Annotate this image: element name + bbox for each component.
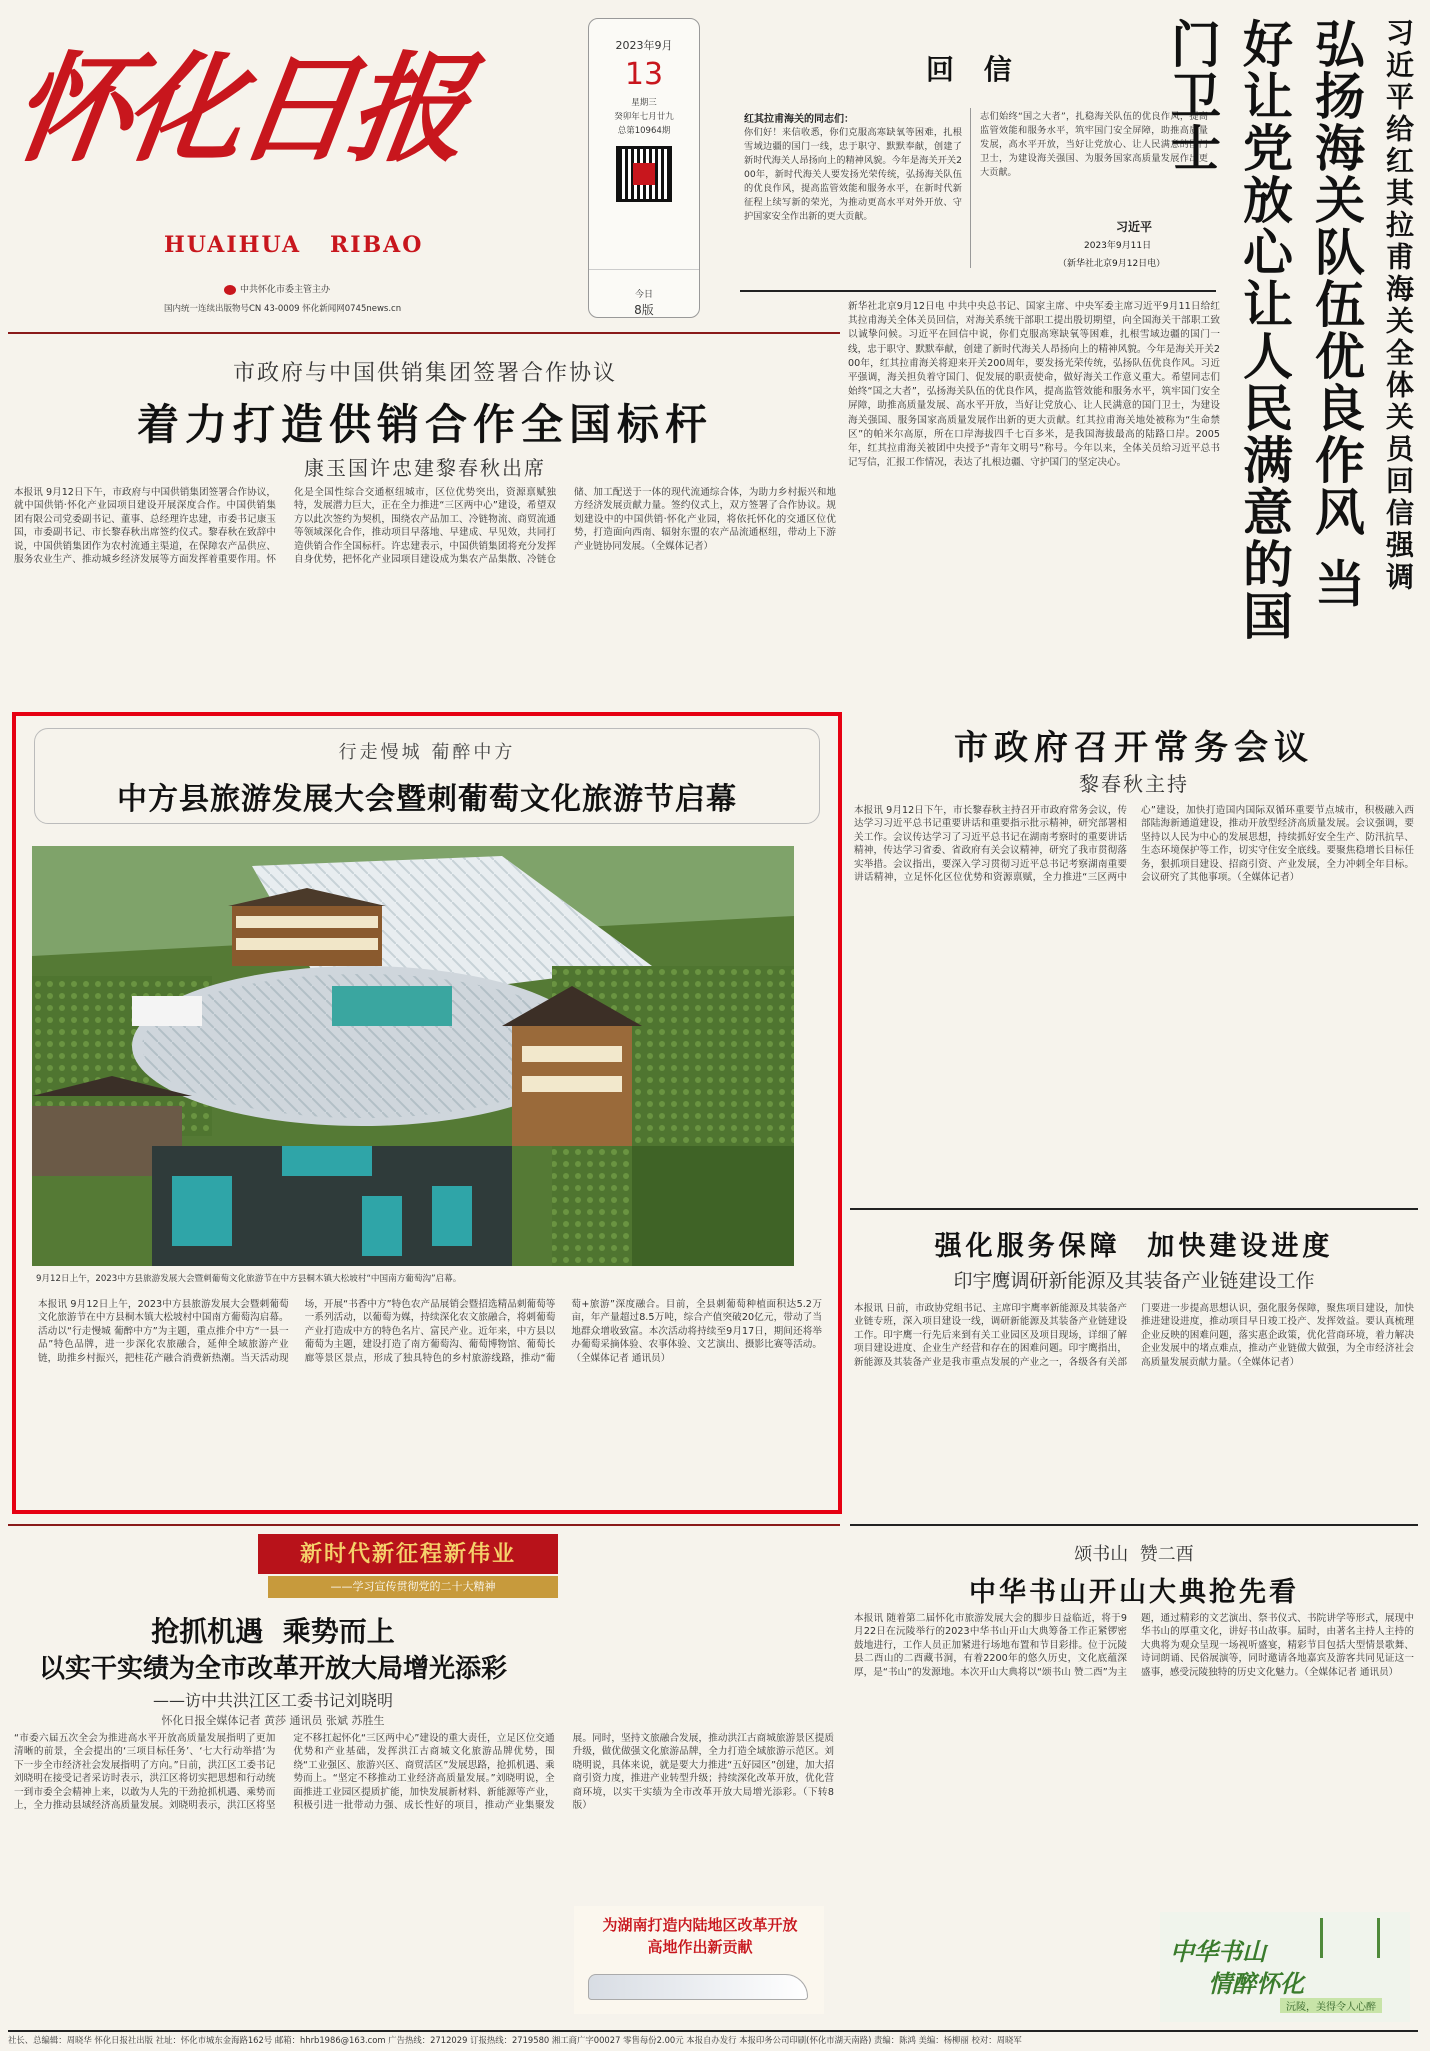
promo-sub: 沅陵，美得令人心醉 [1280, 1998, 1382, 2013]
date-weekday: 星期三 [631, 98, 657, 108]
pages-label: 今日 [634, 290, 653, 300]
story5-body: “市委六届五次全会为推进高水平开放高质量发展指明了更加清晰的前景，全会提出的‘三项目标任务’、‘七大行动举措’为下一步全市经济社会发展指明了方向。”日前，洪江区工委书记刘晓明在接受记者采访时表示，洪江区将切实把思想和行动统一到市委全会精神上来，以敢为人先的干劲抢抓机遇、乘势而上，全力推动县域经济高质量发展。刘晓明表示，洪江区将坚定不移扛起怀化“三区两中心”建设的重大责任，立足区位交通优势和产业基础，发挥洪江古商城文化旅游品牌优势，围绕“工业强区、旅游兴区、商贸活区”发展思路，抢抓机遇、乘势而上。“坚定不移推动工业经济高质量发展。”刘晓明说，全面推进工业园区提质扩能，加快发展新材料、新能源等产业，积极引进一批带动力强、成长性好的项目，推动产业集聚发展。同时，坚持文旅融合发展，推动洪江古商城旅游景区提质升级，做优做强文化旅游品牌，全力打造全域旅游示范区。刘晓明说，具体来说，就是要大力推进“五好园区”创建，加大招商引资力度，推进产业转型升级；持续深化改革开放，优化营商环境，以实干实绩为全市改革开放大局增光添彩。（下转8版） [14, 1733, 834, 1812]
letter-section [740, 18, 1216, 280]
date-day: 13 [624, 57, 664, 92]
story2 [20, 720, 834, 1508]
letter-body-right: 志们始终“国之大者”，扎稳海关队伍的优良作风，提高监管效能和服务水平，筑牢国门安全屏障，助推高质量发展，高水平开放，当好让党放心、让人民满意的国门卫士，为建设海关强国、为服务国家高质量发展作出更大贡献。 [980, 111, 1208, 178]
registration-line: 国内统一连续出版物号CN 43-0009 怀化新闻网0745news.cn [164, 304, 402, 314]
story2-caption: 9月12日上午，2023中方县旅游发展大会暨刺葡萄文化旅游节在中方县桐木镇大松坡村“中国南方葡萄沟”启幕。 [36, 1274, 462, 1284]
festival-photo-illustration [32, 846, 794, 1266]
letter-greeting: 红其拉甫海关的同志们： [744, 114, 854, 125]
story5-headline2: 以实干实绩为全市改革开放大局增光添彩 [38, 1654, 507, 1684]
letter-title: 回 信 [926, 53, 1022, 86]
story6-kicker: 颂书山 赞二酉 [1074, 1544, 1194, 1565]
date-year-month: 2023年9月 [615, 39, 673, 52]
lead-kicker: 习近平给红其拉甫海关全体关员回信强调 [1382, 18, 1415, 594]
story5-subhead: ——访中共洪江区工委书记刘晓明 [152, 1691, 393, 1710]
letter-source: （新华社北京9月12日电） [1058, 259, 1166, 269]
masthead-logo: 怀化日报 [4, 39, 472, 178]
date-issue: 总第10964期 [617, 126, 671, 136]
story6-headline: 中华书山开山大典抢先看 [969, 1577, 1299, 1608]
story3-subhead: 黎春秋主持 [1079, 772, 1189, 796]
story2-kicker: 行走慢城 葡醉中方 [338, 742, 516, 763]
masthead-pinyin: HUAIHUA RIBAO [164, 232, 424, 258]
sponsor-logo-icon [224, 285, 236, 295]
qr-code-icon[interactable] [616, 146, 672, 202]
letter-body-left: 你们好！来信收悉，你们克服高寒缺氧等困难，扎根雪域边疆的国门一线，忠于职守、默默奉献，创建了新时代海关人昂扬向上的精神风貌。今年是海关开关200年，新时代海关人要发扬光荣传统，弘扬海关队伍的优良作风，提高监管效能和服务水平，在新时代新征程上续写新的荣光，为推动更高水平对外开放、守护国家安全作出新的更大贡献。 [744, 127, 962, 222]
story4 [850, 1212, 1418, 1482]
story6-body: 本报讯 随着第二届怀化市旅游发展大会的脚步日益临近，将于9月22日在沅陵举行的2023中华书山开山大典筹备工作正紧锣密鼓地进行，工作人员正加紧进行场地布置和节目彩排。位于沅陵县二酉山的二酉藏书洞，有着2200年的悠久历史，文化底蕴深厚，是“书山”的发源地。本次开山大典将以“颂书山 赞二酉”为主题，通过精彩的文艺演出、祭书仪式、书院讲学等形式，展现中华书山的厚重文化，讲好书山故事。届时，由著名主持人主持的大典将为观众呈现一场视听盛宴，精彩节目包括大型情景歌舞、诗词朗诵、民俗展演等，同时邀请各地嘉宾及游客共同见证这一盛事，感受沅陵独特的历史文化魅力。（全媒体记者 通讯员） [854, 1613, 1414, 1678]
story1-headline: 着力打造供销合作全国标杆 [136, 400, 713, 449]
story5 [8, 1606, 842, 2026]
story5-banner [258, 1528, 558, 1602]
lead-headline: 弘扬海关队伍优良作风 当好让党放心让人民满意的国门卫士 [1163, 18, 1366, 642]
story3-body: 本报讯 9月12日下午，市长黎春秋主持召开市政府常务会议，传达学习习近平总书记重要讲话和重要指示批示精神，研究部署相关工作。会议传达学习了习近平总书记在湖南考察时的重要讲话精神，传达学习省委、省政府有关会议精神，研究了我市贯彻落实举措。会议指出，要深入学习贯彻习近平总书记考察湖南重要讲话精神，立足怀化区位优势和资源禀赋，全力推进“三区两中心”建设，加快打造国内国际双循环重要节点城市，积极融入西部陆海新通道建设，推动开放型经济高质量发展。会议强调，要坚持以人民为中心的发展思想，持续抓好安全生产、防汛抗旱、生态环境保护等工作，切实守住安全底线。要聚焦稳增长目标任务，狠抓项目建设、招商引资、产业发展，全力冲刺全年目标。会议研究了其他事项。（全媒体记者） [854, 805, 1414, 884]
promo-text: 为湖南打造内陆地区改革开放高地作出新贡献 [602, 1916, 798, 1956]
story5-headline1: 抢抓机遇 乘势而上 [151, 1615, 395, 1648]
story3-headline: 市政府召开常务会议 [954, 728, 1314, 768]
story6-promo[interactable] [1160, 1912, 1410, 2022]
letter-news-body: 新华社北京9月12日电 中共中央总书记、国家主席、中央军委主席习近平9月11日给红其拉甫海关全体关员回信，对海关系统干部职工提出殷切期望，向全国海关干部职工致以诚挚问候。习近平在回信中说，你们克服高寒缺氧等困难，扎根雪域边疆的国门一线，忠于职守、默默奉献，创建了新时代海关人昂扬向上的精神风貌。今年是海关开关200年，红其拉甫海关将迎来开关200周年，要发扬光荣传统，弘扬队伍优良作风。习近平强调，海关担负着守国门、促发展的职责使命，做好海关工作意义重大。希望同志们始终“国之大者”，弘扬海关队伍的优良作风，提高监管效能和服务水平，筑牢国门安全屏障，助推高质量发展、高水平开放，当好让党放心、让人民满意的国门卫士，为建设海关强国、服务国家高质量发展作出新的更大贡献。红其拉甫海关地处被称为“生命禁区”的帕米尔高原，所在口岸海拔四千七百多米，是我国海拔最高的陆路口岸。2005年，红其拉甫海关被团中央授予“青年文明号”称号。今年以来，全体关员给习近平总书记写信，汇报工作情况，表达了扎根边疆、守护国门的坚定决心。 [848, 301, 1220, 469]
letter-signature: 习近平 [1116, 220, 1153, 234]
story3 [850, 710, 1418, 1140]
story4-subhead: 印宇鹰调研新能源及其装备产业链建设工作 [953, 1270, 1315, 1292]
banner-title: 新时代新征程新伟业 [258, 1534, 558, 1574]
story2-body: 本报讯 9月12日上午，2023中方县旅游发展大会暨刺葡萄文化旅游节在中方县桐木镇大松坡村中国南方葡萄沟启幕。活动以“行走慢城 葡醉中方”为主题，重点推介中方“一县一品”特色品牌，进一步深化农旅融合，延伸全域旅游产业链，助推乡村振兴，把桂花产融合消费新热潮。当天活动现场，开展“书香中方”特色农产品展销会暨招选精品刺葡萄等一系列活动，以葡萄为媒，持续深化农文旅融合，将刺葡萄产业打造成中方的特色名片、富民产业。近年来，中方县以葡萄为主题，建设打造了南方葡萄沟、葡萄博物馆、葡萄长廊等景区景点，形成了独具特色的乡村旅游线路，推动“葡萄+旅游”深度融合。目前，全县刺葡萄种植面积达5.2万亩，年产量超过8.5万吨，综合产值突破20亿元，带动了当地群众增收致富。本次活动将持续至9月17日，期间还将举办葡萄采摘体验、农事体验、文艺演出、摄影比赛等活动。（全媒体记者 通讯员） [38, 1299, 822, 1364]
story1 [8, 338, 842, 718]
story1-kicker: 市政府与中国供销集团签署合作协议 [232, 361, 617, 386]
date-lunar: 癸卯年七月廿九 [614, 112, 674, 122]
story5-byline: 怀化日报全媒体记者 黄莎 通讯员 张斌 苏胜生 [161, 1714, 385, 1727]
footer: 社长、总编辑：周晓华 怀化日报社出版 社址：怀化市城东金海路162号 邮箱：hhrb1986@163.com 广告热线：2712029 订报热线：2719580 湘工商广字00027 零售每份2.00元 本报自办发行 本报印务公司印刷(怀化市湖天南路) 责编：陈鸿 美编：杨柳丽 校对：周晓军 [8, 2035, 1022, 2045]
train-icon [588, 1974, 808, 2000]
lead-headline-vertical [1163, 14, 1418, 650]
bamboo-icon [1320, 1918, 1380, 1958]
banner-subtitle: ——学习宣传贯彻党的二十大精神 [268, 1576, 558, 1598]
story1-subhead: 康玉国许忠建黎春秋出席 [304, 456, 546, 480]
story2-photo[interactable] [32, 846, 794, 1266]
date-box [588, 18, 700, 318]
letter-sig-date: 2023年9月11日 [1084, 241, 1152, 251]
story4-headline: 强化服务保障 加快建设进度 [934, 1231, 1334, 1262]
story5-promo[interactable] [574, 1906, 824, 2014]
sponsor-text: 中共怀化市委主管主办 [240, 285, 331, 295]
story6 [850, 1528, 1418, 2026]
pages-count: 8版 [634, 303, 654, 317]
story4-body: 本报讯 日前，市政协党组书记、主席印宇鹰率新能源及其装备产业链专班，深入项目建设一线，调研新能源及其装备产业链建设工作。印宇鹰一行先后来到有关工业园区及项目现场，详细了解项目建设进度、企业生产经营和存在的困难问题。印宇鹰指出，新能源及其装备产业是我市重点发展的产业之一，各级各有关部门要进一步提高思想认识，强化服务保障，聚焦项目建设，加快推进建设进度，推动项目早日竣工投产、发挥效益。要认真梳理企业反映的困难问题，落实惠企政策，优化营商环境，着力解决企业发展中的堵点难点，推动产业链做大做强，为全市经济社会高质量发展贡献力量。（全媒体记者） [854, 1303, 1414, 1368]
promo-title-1: 中华书山 [1170, 1937, 1266, 1966]
masthead [4, 10, 578, 315]
story2-headline: 中方县旅游发展大会暨刺葡萄文化旅游节启幕 [117, 782, 737, 817]
sponsor-line [224, 282, 330, 295]
promo-title-2: 情醉怀化 [1208, 1969, 1304, 1998]
story1-body: 本报讯 9月12日下午，市政府与中国供销集团签署合作协议，就中国供销·怀化产业园项目建设开展深度合作。中国供销集团有限公司党委副书记、董事、总经理许忠建，市委书记康玉国，市委副书记、市长黎春秋出席签约仪式。黎春秋在致辞中说，中国供销集团作为农村流通主渠道，在保障农产品供应、服务农业生产、推动城乡经济发展等方面发挥着重要作用。怀化是全国性综合交通枢纽城市，区位优势突出，资源禀赋独特，发展潜力巨大，正在全力推进“三区两中心”建设，希望双方以此次签约为契机，围绕农产品加工、冷链物流、商贸流通等领域深化合作，推动项目早落地、早建成、早见效，共同打造供销合作全国标杆。许忠建表示，中国供销集团将充分发挥自身优势，把怀化产业园项目建设成为集农产品集散、冷链仓储、加工配送于一体的现代流通综合体，为助力乡村振兴和地方经济发展贡献力量。签约仪式上，双方签署了合作协议。规划建设中的中国供销·怀化产业园，将依托怀化的交通区位优势，打造面向西南、辐射东盟的农产品流通枢纽，带动上下游产业链协同发展。（全媒体记者） [14, 487, 836, 566]
